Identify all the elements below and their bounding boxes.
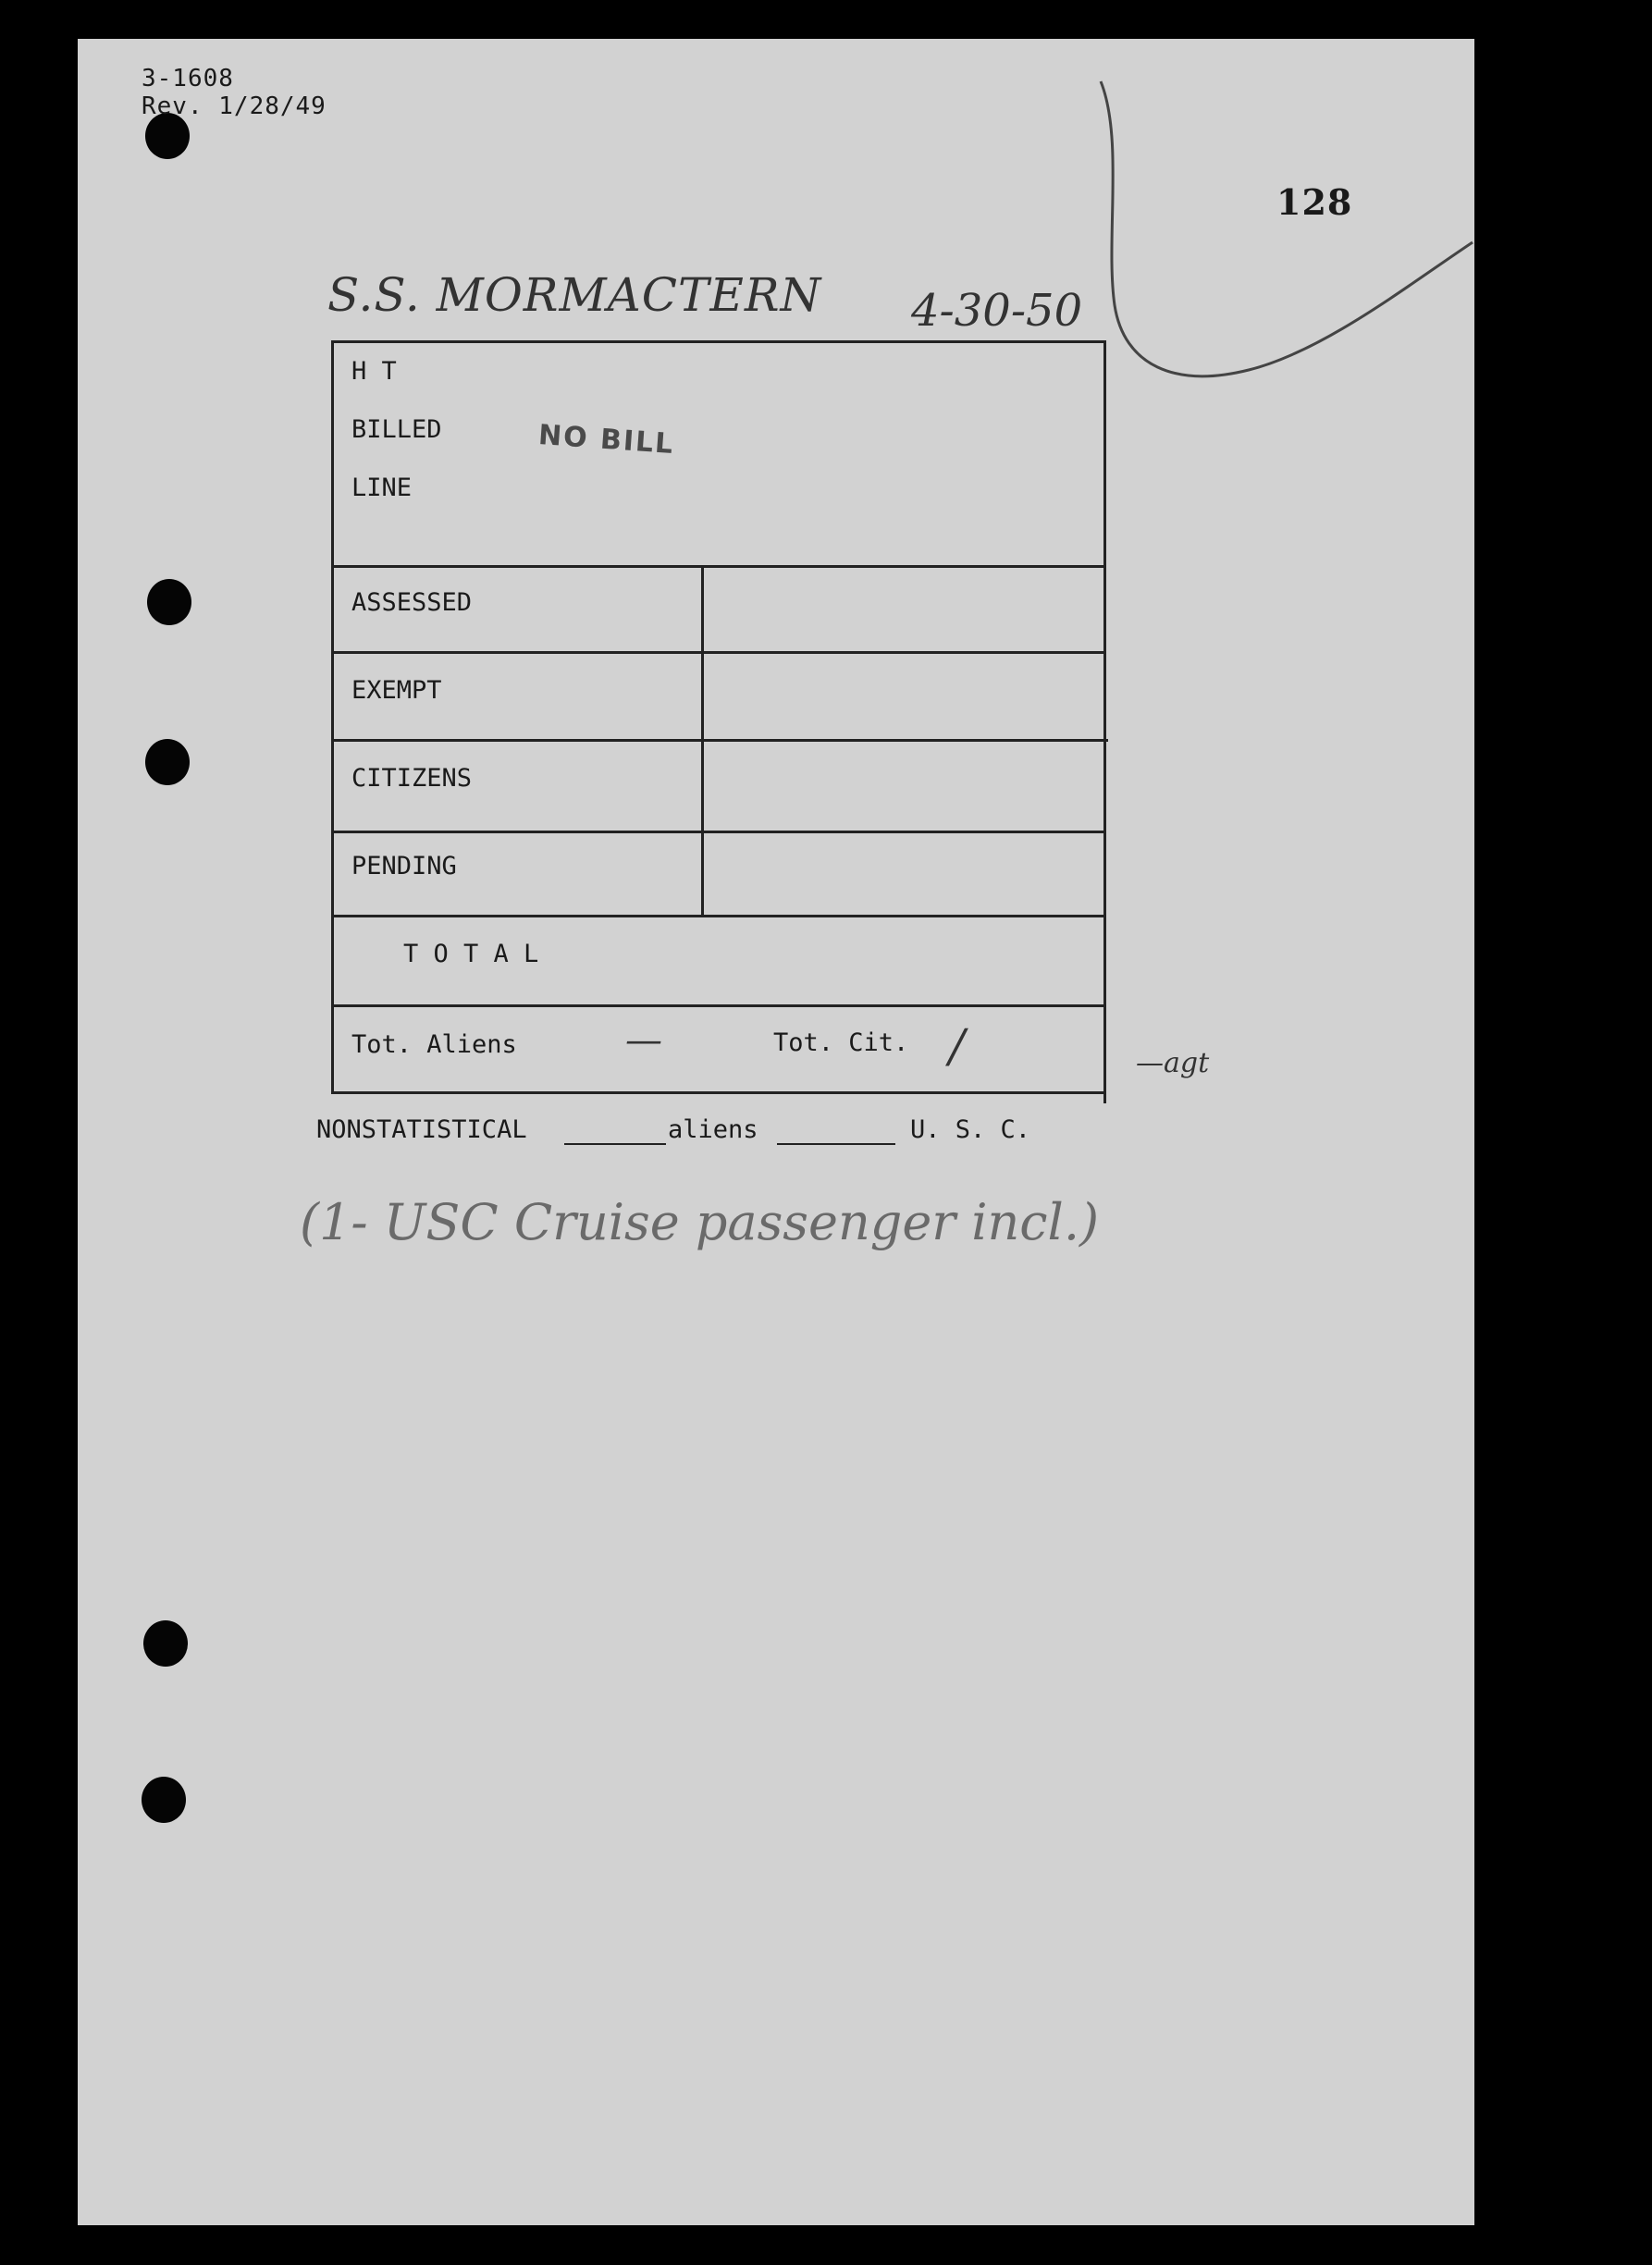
nonstatistical-usc-blank bbox=[777, 1143, 895, 1145]
row-label-pending: PENDING bbox=[351, 852, 457, 880]
manifest-date: 4-30-50 bbox=[911, 285, 1083, 337]
table-left-border bbox=[331, 340, 334, 1094]
total-aliens-value: — bbox=[625, 1019, 662, 1062]
nonstatistical-aliens-label: aliens bbox=[668, 1115, 758, 1144]
form-revision: Rev. 1/28/49 bbox=[142, 92, 327, 120]
row-divider bbox=[331, 831, 1106, 833]
total-citizens-value: / bbox=[949, 1019, 965, 1073]
nonstatistical-usc-label: U. S. C. bbox=[910, 1115, 1031, 1144]
table-bottom-border bbox=[331, 1091, 1106, 1094]
table-top-border bbox=[331, 340, 1106, 343]
billed-label: BILLED bbox=[351, 415, 442, 444]
nonstatistical-label: NONSTATISTICAL bbox=[316, 1115, 527, 1144]
page-number: 128 bbox=[1276, 181, 1353, 223]
table-right-border bbox=[1103, 340, 1106, 1103]
form-number: 3-1608 bbox=[142, 65, 234, 92]
ht-label: H T bbox=[351, 357, 397, 386]
row-divider bbox=[331, 565, 1106, 568]
row-divider bbox=[331, 651, 1106, 654]
vessel-name: S.S. MORMACTERN bbox=[327, 268, 822, 322]
total-citizens-label: Tot. Cit. bbox=[773, 1028, 909, 1057]
nonstatistical-blank bbox=[564, 1143, 666, 1145]
line-label: LINE bbox=[351, 474, 413, 502]
row-divider bbox=[331, 915, 1106, 917]
handwritten-note: (1- USC Cruise passenger incl.) bbox=[300, 1193, 1100, 1251]
initials: —agt bbox=[1136, 1047, 1210, 1079]
row-divider bbox=[331, 739, 1108, 742]
row-divider bbox=[331, 1004, 1106, 1007]
total-aliens-label: Tot. Aliens bbox=[351, 1030, 517, 1059]
column-divider bbox=[701, 565, 704, 917]
total-label: T O T A L bbox=[403, 940, 539, 968]
no-bill-stamp: NO BILL bbox=[536, 418, 676, 462]
row-label-assessed: ASSESSED bbox=[351, 588, 473, 617]
row-label-exempt: EXEMPT bbox=[351, 676, 442, 705]
row-label-citizens: CITIZENS bbox=[351, 764, 473, 793]
